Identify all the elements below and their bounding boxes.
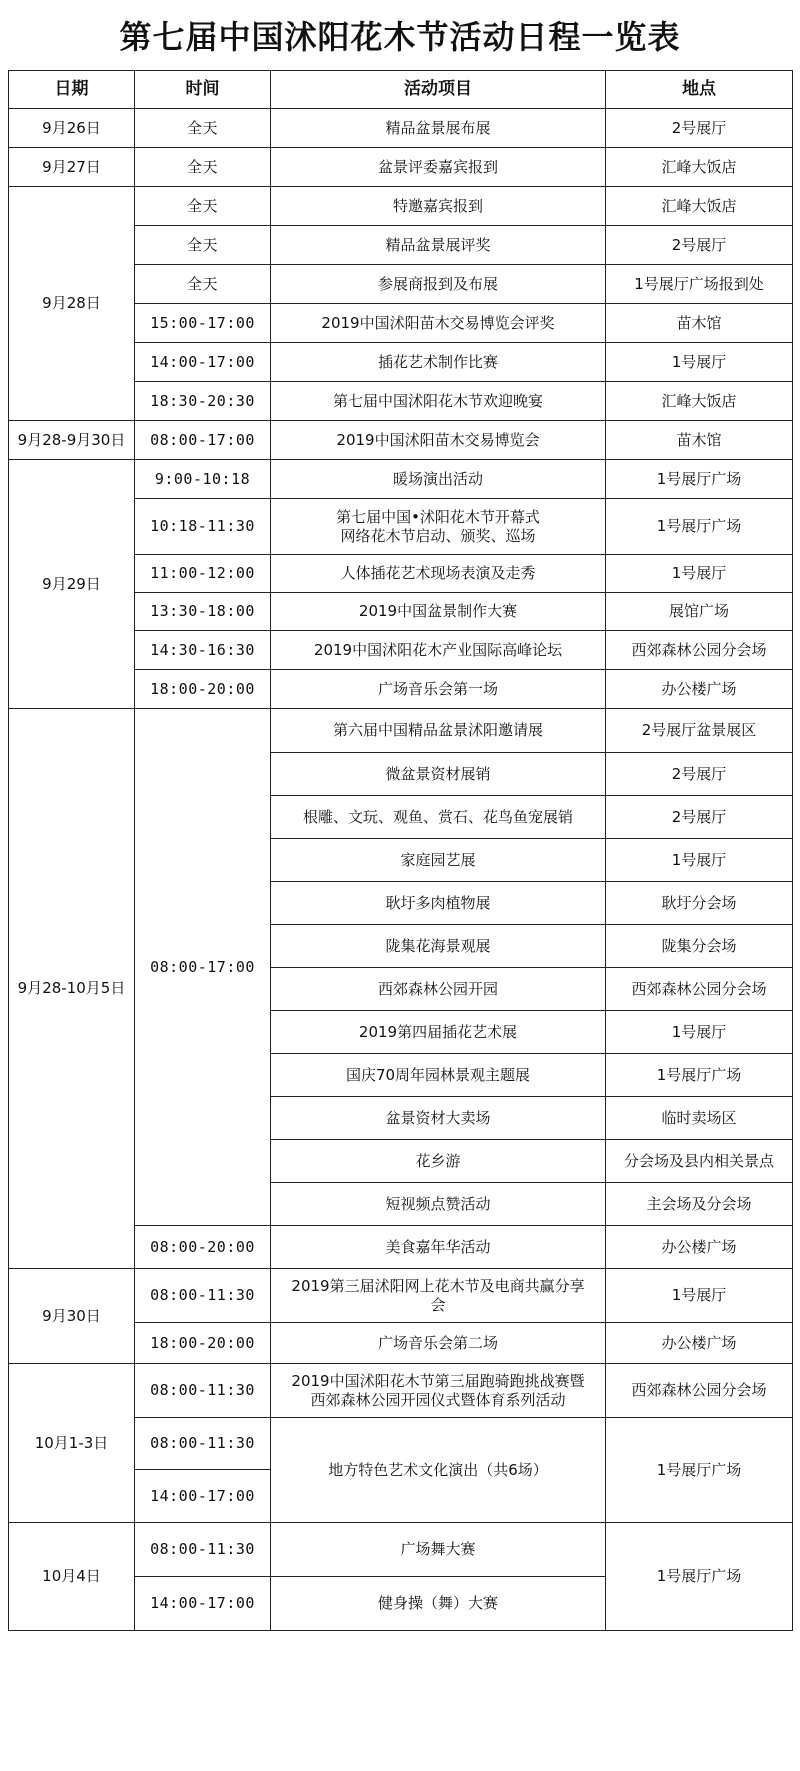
time-cell: 全天 <box>135 148 271 187</box>
location-cell: 1号展厅广场 <box>606 1418 793 1523</box>
activity-cell: 插花艺术制作比赛 <box>271 343 606 382</box>
activity-cell: 花乡游 <box>271 1140 606 1183</box>
location-cell: 办公楼广场 <box>606 1226 793 1269</box>
activity-cell: 2019中国盆景制作大赛 <box>271 593 606 631</box>
table-row <box>9 109 793 148</box>
date-cell: 10月1-3日 <box>9 1364 135 1523</box>
activity-cell <box>271 499 606 555</box>
activity-line: 2019中国沭阳花木节第三届跑骑跑挑战赛暨 <box>291 1371 585 1390</box>
location-cell: 1号展厅广场 <box>606 499 793 555</box>
header-date: 日期 <box>9 71 135 109</box>
page-title: 第七届中国沭阳花木节活动日程一览表 <box>119 18 681 56</box>
time-cell: 08:00-11:30 <box>135 1523 271 1577</box>
time-cell: 10:18-11:30 <box>135 499 271 555</box>
header-location: 地点 <box>606 71 793 109</box>
date-cell: 9月29日 <box>9 460 135 709</box>
time-cell: 全天 <box>135 109 271 148</box>
location-cell: 办公楼广场 <box>606 670 793 709</box>
location-cell: 2号展厅 <box>606 796 793 839</box>
date-cell: 9月28-10月5日 <box>9 709 135 1269</box>
date-cell: 9月27日 <box>9 148 135 187</box>
time-cell: 14:00-17:00 <box>135 1470 271 1523</box>
location-cell: 2号展厅 <box>606 226 793 265</box>
activity-cell: 广场音乐会第一场 <box>271 670 606 709</box>
activity-line: 网络花木节启动、颁奖、巡场 <box>340 526 536 545</box>
location-cell: 陇集分会场 <box>606 925 793 968</box>
table-row <box>9 187 793 226</box>
time-cell: 14:00-17:00 <box>135 1577 271 1631</box>
location-cell: 耿圩分会场 <box>606 882 793 925</box>
activity-cell: 根雕、文玩、观鱼、赏石、花鸟鱼宠展销 <box>271 796 606 839</box>
table-row <box>9 460 793 499</box>
time-cell: 13:30-18:00 <box>135 593 271 631</box>
activity-cell: 人体插花艺术现场表演及走秀 <box>271 555 606 593</box>
date-cell: 10月4日 <box>9 1523 135 1631</box>
activity-cell: 暖场演出活动 <box>271 460 606 499</box>
location-cell: 西郊森林公园分会场 <box>606 631 793 670</box>
header-activity: 活动项目 <box>271 71 606 109</box>
activity-cell: 2019中国沭阳苗木交易博览会评奖 <box>271 304 606 343</box>
activity-line: 西郊森林公园开园仪式暨体育系列活动 <box>310 1390 566 1409</box>
time-cell: 全天 <box>135 187 271 226</box>
location-cell: 汇峰大饭店 <box>606 382 793 421</box>
activity-line: 第七届中国•沭阳花木节开幕式 <box>336 507 540 526</box>
location-cell: 办公楼广场 <box>606 1323 793 1364</box>
activity-cell: 广场音乐会第二场 <box>271 1323 606 1364</box>
activity-cell <box>271 1269 606 1323</box>
time-cell: 全天 <box>135 226 271 265</box>
activity-cell: 精品盆景展布展 <box>271 109 606 148</box>
activity-cell <box>271 1364 606 1418</box>
time-cell: 08:00-17:00 <box>135 421 271 460</box>
location-cell: 分会场及县内相关景点 <box>606 1140 793 1183</box>
date-cell: 9月28日 <box>9 187 135 421</box>
location-cell: 西郊森林公园分会场 <box>606 968 793 1011</box>
time-cell: 14:30-16:30 <box>135 631 271 670</box>
location-cell: 1号展厅 <box>606 1011 793 1054</box>
location-cell: 2号展厅 <box>606 109 793 148</box>
activity-cell: 第六届中国精品盆景沭阳邀请展 <box>271 709 606 753</box>
date-cell: 9月26日 <box>9 109 135 148</box>
activity-cell: 美食嘉年华活动 <box>271 1226 606 1269</box>
time-cell: 9:00-10:18 <box>135 460 271 499</box>
table-row <box>9 148 793 187</box>
location-cell: 西郊森林公园分会场 <box>606 1364 793 1418</box>
header-row <box>9 71 793 109</box>
activity-cell: 2019第四届插花艺术展 <box>271 1011 606 1054</box>
location-cell: 1号展厅广场报到处 <box>606 265 793 304</box>
location-cell: 1号展厅广场 <box>606 460 793 499</box>
activity-cell: 地方特色艺术文化演出（共6场） <box>271 1418 606 1523</box>
table-row <box>9 1269 793 1323</box>
time-cell: 18:00-20:00 <box>135 670 271 709</box>
time-cell: 18:00-20:00 <box>135 1323 271 1364</box>
schedule-table <box>8 70 793 1631</box>
location-cell: 临时卖场区 <box>606 1097 793 1140</box>
location-cell: 汇峰大饭店 <box>606 148 793 187</box>
table-row <box>9 1523 793 1577</box>
location-cell: 1号展厅广场 <box>606 1054 793 1097</box>
activity-cell: 盆景评委嘉宾报到 <box>271 148 606 187</box>
location-cell: 汇峰大饭店 <box>606 187 793 226</box>
activity-cell: 短视频点赞活动 <box>271 1183 606 1226</box>
activity-cell: 健身操（舞）大赛 <box>271 1577 606 1631</box>
table-row <box>9 1364 793 1418</box>
location-cell: 2号展厅 <box>606 753 793 796</box>
location-cell: 2号展厅盆景展区 <box>606 709 793 753</box>
activity-cell: 特邀嘉宾报到 <box>271 187 606 226</box>
table-row <box>9 709 793 753</box>
activity-cell: 2019中国沭阳苗木交易博览会 <box>271 421 606 460</box>
location-cell: 1号展厅 <box>606 839 793 882</box>
time-cell: 18:30-20:30 <box>135 382 271 421</box>
activity-cell: 陇集花海景观展 <box>271 925 606 968</box>
activity-cell: 家庭园艺展 <box>271 839 606 882</box>
activity-cell: 第七届中国沭阳花木节欢迎晚宴 <box>271 382 606 421</box>
time-cell: 08:00-11:30 <box>135 1364 271 1418</box>
time-cell: 08:00-11:30 <box>135 1418 271 1470</box>
time-cell: 全天 <box>135 265 271 304</box>
time-cell: 15:00-17:00 <box>135 304 271 343</box>
activity-cell: 广场舞大赛 <box>271 1523 606 1577</box>
activity-cell: 2019中国沭阳花木产业国际高峰论坛 <box>271 631 606 670</box>
activity-line: 会 <box>430 1295 446 1314</box>
date-cell: 9月30日 <box>9 1269 135 1364</box>
activity-cell: 参展商报到及布展 <box>271 265 606 304</box>
activity-line: 2019第三届沭阳网上花木节及电商共赢分享 <box>291 1276 585 1295</box>
location-cell: 苗木馆 <box>606 421 793 460</box>
header-time: 时间 <box>135 71 271 109</box>
time-cell: 08:00-17:00 <box>135 709 271 1226</box>
location-cell: 1号展厅 <box>606 555 793 593</box>
location-cell: 1号展厅 <box>606 343 793 382</box>
activity-cell: 西郊森林公园开园 <box>271 968 606 1011</box>
date-cell: 9月28-9月30日 <box>9 421 135 460</box>
activity-cell: 盆景资材大卖场 <box>271 1097 606 1140</box>
location-cell: 主会场及分会场 <box>606 1183 793 1226</box>
activity-cell: 耿圩多肉植物展 <box>271 882 606 925</box>
activity-cell: 国庆70周年园林景观主题展 <box>271 1054 606 1097</box>
activity-cell: 精品盆景展评奖 <box>271 226 606 265</box>
time-cell: 14:00-17:00 <box>135 343 271 382</box>
time-cell: 08:00-11:30 <box>135 1269 271 1323</box>
time-cell: 08:00-20:00 <box>135 1226 271 1269</box>
location-cell: 1号展厅 <box>606 1269 793 1323</box>
table-row <box>9 421 793 460</box>
activity-cell: 微盆景资材展销 <box>271 753 606 796</box>
time-cell: 11:00-12:00 <box>135 555 271 593</box>
location-cell: 1号展厅广场 <box>606 1523 793 1631</box>
location-cell: 苗木馆 <box>606 304 793 343</box>
location-cell: 展馆广场 <box>606 593 793 631</box>
